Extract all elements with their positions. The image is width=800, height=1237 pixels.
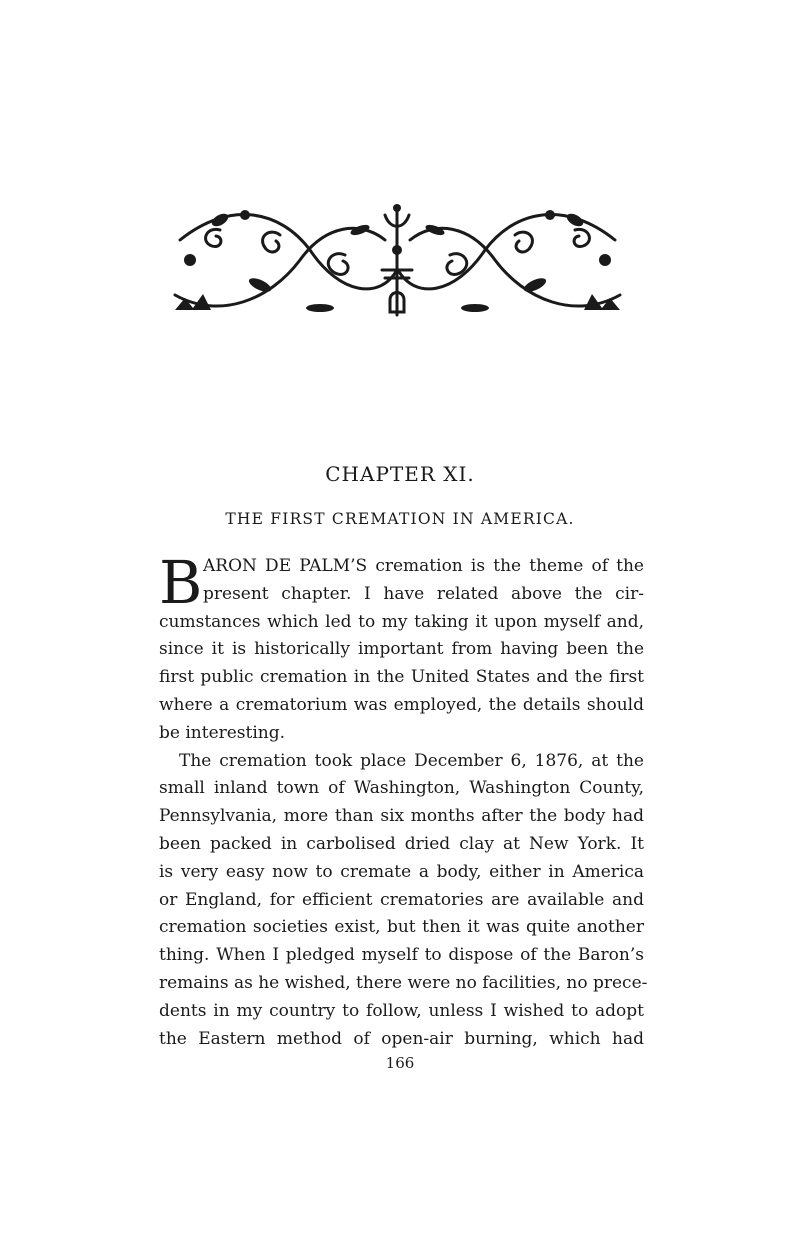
text-line: remains as he wished, there were no facilities, no prece- <box>159 972 648 993</box>
text-line: dents in my country to follow, unless I wished to adopt <box>159 1000 644 1021</box>
text-line: Pennsylvania, more than six months after the body had <box>159 806 644 827</box>
floral-ornament-icon <box>160 200 635 325</box>
text-line: where a crematorium was employed, the details should <box>159 694 644 715</box>
page-number: 166 <box>385 1054 415 1072</box>
text-line: first public cremation in the United States and the first <box>159 667 644 688</box>
chapter-title: CHAPTER XI. <box>325 462 475 486</box>
text-line: been packed in carbolised dried clay at New York. It <box>159 833 644 854</box>
text-line: or England, for efficient crematories are available and <box>159 889 644 910</box>
text-line: small inland town of Washington, Washington County, <box>159 778 644 799</box>
text-line: thing. When I pledged myself to dispose of the Baron’s <box>159 945 644 966</box>
text-line: since it is historically important from having been the <box>159 639 644 660</box>
text-line: ARON DE PALM’S cremation is the theme of the <box>203 556 644 576</box>
text-line: be interesting. <box>159 722 286 743</box>
text-line: is very easy now to cremate a body, either in America <box>159 861 644 882</box>
text-line: the Eastern method of open-air burning, which had <box>159 1028 644 1049</box>
text-line: The cremation took place December 6, 1876, at the <box>179 750 644 771</box>
drop-cap: B <box>159 548 203 617</box>
text-line: present chapter. I have related above the cir- <box>203 583 644 604</box>
text-line: cumstances which led to my taking it upon myself and, <box>159 611 644 632</box>
chapter-subtitle: THE FIRST CREMATION IN AMERICA. <box>225 510 575 528</box>
body-text <box>159 548 648 1053</box>
text-line: cremation societies exist, but then it was quite another <box>159 917 644 938</box>
